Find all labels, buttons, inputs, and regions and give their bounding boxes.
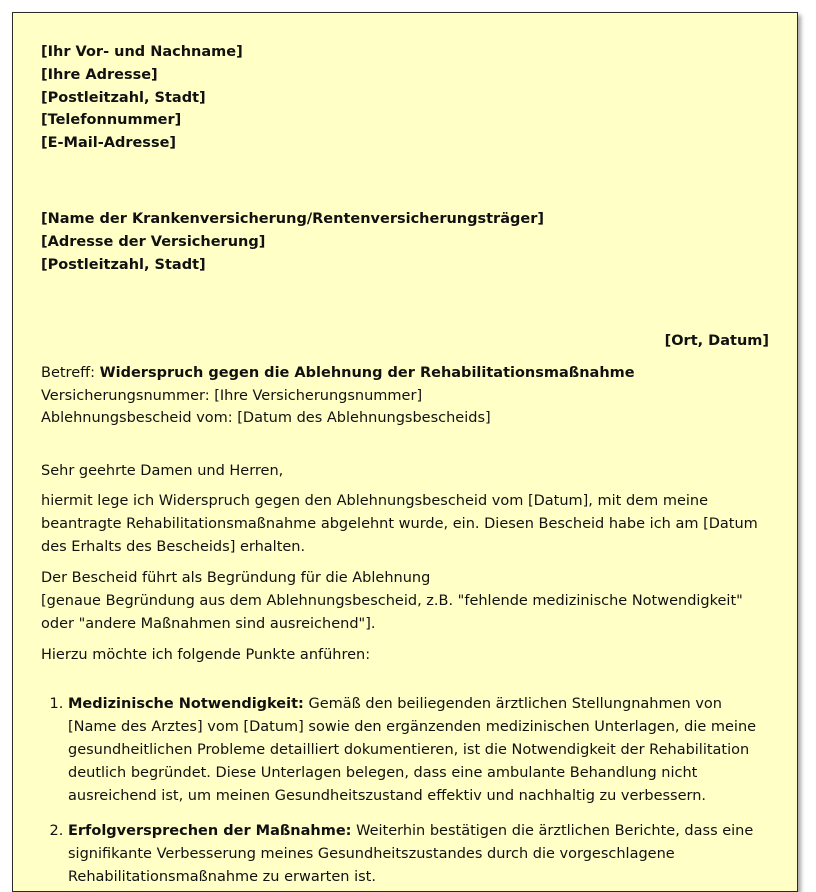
subject-line — [41, 362, 769, 385]
subject-block — [41, 362, 769, 430]
sender-email: [E-Mail-Adresse] — [41, 135, 177, 152]
recipient-block — [41, 208, 769, 276]
recipient-address: [Adresse der Versicherung] — [41, 233, 266, 250]
sender-block — [41, 41, 769, 155]
subject-text: Widerspruch gegen die Ablehnung der Rehabilitationsmaßnahme — [99, 365, 635, 382]
reason-placeholder: [genaue Begründung aus dem Ablehnungsbescheid, z.B. "fehlende medizinische Notwendigkeit" oder "andere Maßnahmen sind ausreichend"]. — [41, 592, 743, 632]
place-date: [Ort, Datum] — [664, 333, 769, 350]
recipient-name: [Name der Krankenversicherung/Rentenversicherungsträger] — [41, 210, 544, 227]
sender-phone: [Telefonnummer] — [41, 112, 182, 129]
paragraph-reason — [41, 567, 769, 636]
list-item — [68, 693, 769, 808]
subject-label: Betreff: — [41, 365, 95, 382]
rejection-date: Ablehnungsbescheid vom: [Datum des Ablehnungsbescheids] — [41, 410, 491, 427]
point-text: Gemäß den beiliegenden ärztlichen Stellungnahmen von [Name des Arztes] vom [Datum] sowie den ergänzenden medizinischen Unterlagen, die meine gesundheitlichen Probleme detailliert dokumentieren, ist die Notwendigkeit der Rehabilitation deutlich begründet. Diese Unterlagen belegen, dass eine ambulante Behandlung nicht ausreichend ist, um meinen Gesundheitszustand effektiv und nachhaltig zu verbessern. — [68, 695, 757, 804]
point-text: Weiterhin bestätigen die ärztlichen Berichte, dass eine signifikante Verbesserung meines Gesundheitszustandes durch die vorgeschlagene Rehabilitationsmaßnahme zu erwarten ist. — [68, 822, 754, 885]
point-title: Medizinische Notwendigkeit: — [68, 695, 304, 712]
recipient-zip-city: [Postleitzahl, Stadt] — [41, 256, 206, 273]
insurance-number: Versicherungsnummer: [Ihre Versicherungsnummer] — [41, 387, 423, 404]
paragraph-points-intro: Hierzu möchte ich folgende Punkte anführen: — [41, 646, 371, 663]
sender-zip-city: [Postleitzahl, Stadt] — [41, 89, 206, 106]
letter-page — [12, 12, 798, 892]
sender-address: [Ihre Adresse] — [41, 66, 158, 83]
reason-intro: Der Bescheid führt als Begründung für die Ablehnung — [41, 569, 431, 586]
point-title: Erfolgversprechen der Maßnahme: — [68, 822, 352, 839]
points-list — [41, 693, 769, 889]
salutation: Sehr geehrte Damen und Herren, — [41, 462, 284, 479]
list-item — [68, 820, 769, 889]
paragraph-objection: hiermit lege ich Widerspruch gegen den Ablehnungsbescheid vom [Datum], mit dem meine beantragte Rehabilitationsmaßnahme abgelehnt wurde, ein. Diesen Bescheid habe ich am [Datum des Erhalts des Bescheids] erhalten. — [41, 492, 758, 555]
sender-name: [Ihr Vor- und Nachname] — [41, 44, 243, 60]
